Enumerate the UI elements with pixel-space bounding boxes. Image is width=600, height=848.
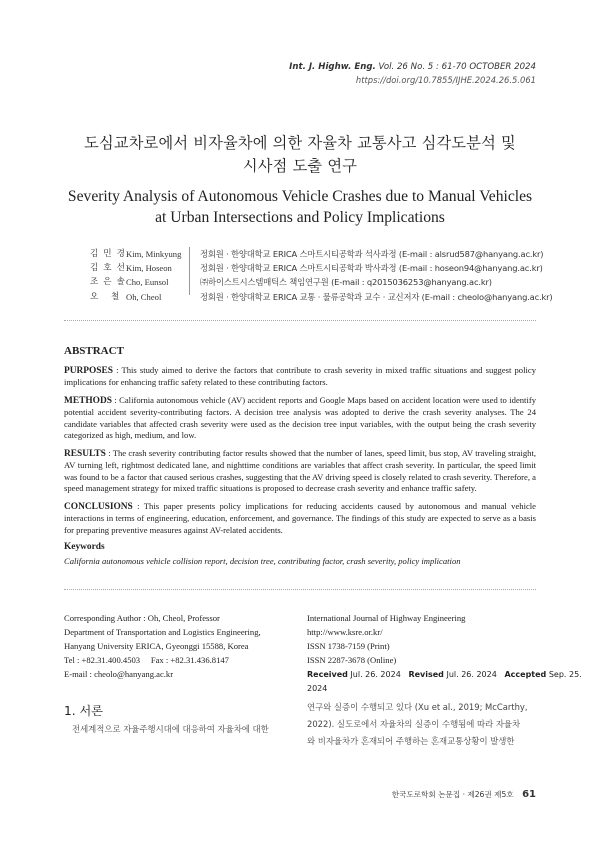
author-name-en: Kim, Hoseon bbox=[126, 263, 172, 274]
journal-header bbox=[289, 62, 536, 85]
journal-name: Int. J. Highw. Eng. bbox=[289, 62, 376, 72]
correspondence-department: Department of Transportation and Logistics Engineering, bbox=[64, 626, 261, 637]
author-list bbox=[90, 247, 553, 304]
correspondence-university: Hanyang University ERICA, Gyeonggi 15588, Korea bbox=[64, 640, 249, 651]
title-korean bbox=[0, 132, 600, 178]
page-footer bbox=[392, 789, 536, 800]
abstract-purposes bbox=[64, 365, 536, 389]
body-paragraph-col2 bbox=[307, 699, 537, 750]
body-paragraph-col1: 전세계적으로 자율주행시대에 대응하여 자율차에 대한 bbox=[72, 724, 269, 734]
keywords-heading: Keywords bbox=[64, 542, 105, 552]
body-col2-line: 연구와 실증이 수행되고 있다 (Xu et al., 2019; McCarthy, bbox=[307, 702, 528, 712]
title-korean-line2: 시사점 도출 연구 bbox=[242, 157, 358, 175]
author-row bbox=[90, 261, 553, 275]
journal-website[interactable]: http://www.ksre.or.kr/ bbox=[307, 626, 383, 637]
article-dates bbox=[307, 668, 600, 696]
revised-label: Revised bbox=[408, 669, 444, 679]
results-label: RESULTS bbox=[64, 448, 106, 459]
author-name-en: Kim, Minkyung bbox=[126, 249, 182, 259]
purposes-text: : This study aimed to derive the factors that contribute to crash severity in mixed traffic situations and suggest policy implications for enhancing traffic safety related to these contributing factors. bbox=[64, 364, 536, 387]
abstract-heading: ABSTRACT bbox=[64, 345, 124, 357]
journal-full-name: International Journal of Highway Engineering bbox=[307, 613, 466, 623]
results-text: : The crash severity contributing factor results showed that the number of lanes, speed limit, bus stop, AV traveling straight, AV turning left, rightmost dedicated lane, and nighttime conditions are variables that affect crash severity. In particular, the speed limit was found to be a factor that caused serious crashes, suggesting that the AV driving speed is closely related to crash severity. Therefore, a speed management strategy for mixed traffic situations is proposed to decrease crash severity and enhance traffic safety. bbox=[64, 447, 536, 493]
correspondence-block bbox=[64, 612, 261, 682]
page-number: 61 bbox=[522, 789, 536, 800]
abstract-results bbox=[64, 448, 536, 495]
author-affiliation: 정회원 · 한양대학교 ERICA 스마트시티공학과 석사과정 (E-mail : alsrud587@hanyang.ac.kr) bbox=[200, 249, 544, 259]
correspondence-author: Corresponding Author : Oh, Cheol, Professor bbox=[64, 613, 220, 623]
divider-top bbox=[64, 320, 536, 321]
abstract-conclusions bbox=[64, 501, 536, 537]
keywords-text: California autonomous vehicle collision report, decision tree, contributing factor, crash severity, policy implication bbox=[64, 555, 461, 566]
correspondence-email[interactable]: E-mail : cheolo@hanyang.ac.kr bbox=[64, 668, 174, 679]
methods-text: : California autonomous vehicle (AV) accident reports and Google Maps based on accident location were used to identify potential accident severity-contributing factors. A decision tree analysis was adopted to derive the crash severity analyses. The 24 candidate variables that affected crash severity were used as the decision tree input variables, with the output being the crash severity categorized as high, medium, and low. bbox=[64, 394, 536, 440]
author-name-ko: 조은솔 bbox=[90, 277, 130, 288]
abstract-section bbox=[64, 346, 536, 567]
received-date: Jul. 26. 2024 bbox=[350, 669, 401, 679]
journal-doi[interactable]: https://doi.org/10.7855/IJHE.2024.26.5.061 bbox=[355, 75, 536, 85]
author-name-ko: 오 철 bbox=[90, 291, 125, 302]
body-col2-line: 와 비자율차가 혼재되어 주행하는 혼재교통상황이 발생한 bbox=[307, 736, 515, 746]
author-row bbox=[90, 275, 553, 289]
author-name-ko: 김민경 bbox=[90, 249, 130, 259]
conclusions-text: : This paper presents policy implications for reducing accidents caused by autonomous and manual vehicle interactions in terms of engineering, education, enforcement, and governance. The findings of this study are expected to serve as a basis for preparing preventive measures against AV-related accidents. bbox=[64, 500, 536, 535]
issn-online: ISSN 2287-3678 (Online) bbox=[307, 654, 397, 665]
issn-print: ISSN 1738-7159 (Print) bbox=[307, 640, 390, 651]
author-row bbox=[90, 247, 553, 261]
divider-bottom bbox=[64, 589, 536, 590]
author-affiliation: ㈜하이스트시스템매틱스 책임연구원 (E-mail : q2015036253@hanyang.ac.kr) bbox=[200, 277, 492, 288]
author-row bbox=[90, 290, 553, 304]
purposes-label: PURPOSES bbox=[64, 365, 113, 376]
conclusions-label: CONCLUSIONS bbox=[64, 501, 133, 512]
journal-volume-details: Vol. 26 No. 5 : 61-70 OCTOBER 2024 bbox=[378, 62, 536, 72]
abstract-methods bbox=[64, 395, 536, 442]
received-label: Received bbox=[307, 669, 348, 679]
journal-info-block bbox=[307, 612, 600, 695]
methods-label: METHODS bbox=[64, 395, 112, 406]
footer-journal-text: 한국도로학회 논문집 · 제26권 제5호 bbox=[391, 790, 514, 799]
section1-title: 1. 서론 bbox=[64, 704, 104, 718]
title-english-line2: at Urban Intersections and Policy Implications bbox=[155, 209, 445, 226]
title-korean-line1: 도심교차로에서 비자율차에 의한 자율차 교통사고 심각도분석 및 bbox=[84, 134, 516, 152]
body-col2-line: 2022). 실도로에서 자율차의 실증이 수행됨에 따라 자율차 bbox=[307, 719, 521, 729]
correspondence-phone: Tel : +82.31.400.4503 Fax : +82.31.436.8147 bbox=[64, 654, 229, 665]
author-name-en: Cho, Eunsol bbox=[126, 277, 169, 288]
author-name-en: Oh, Cheol bbox=[126, 291, 162, 302]
accepted-date: Sep. 25. 2024 bbox=[307, 669, 582, 693]
accepted-label: Accepted bbox=[504, 669, 547, 679]
title-english-line1: Severity Analysis of Autonomous Vehicle Crashes due to Manual Vehicles bbox=[67, 188, 533, 205]
revised-date: Jul. 26. 2024 bbox=[446, 669, 497, 679]
title-english bbox=[0, 186, 600, 228]
author-affiliation: 정회원 · 한양대학교 ERICA 스마트시티공학과 박사과정 (E-mail : hoseon94@hanyang.ac.kr) bbox=[200, 263, 543, 274]
author-affiliation: 정회원 · 한양대학교 ERICA 교통 · 물류공학과 교수 · 교신저자 (E-mail : cheolo@hanyang.ac.kr) bbox=[200, 291, 553, 302]
author-name-ko: 김호선 bbox=[90, 263, 130, 274]
journal-citation bbox=[289, 62, 536, 72]
